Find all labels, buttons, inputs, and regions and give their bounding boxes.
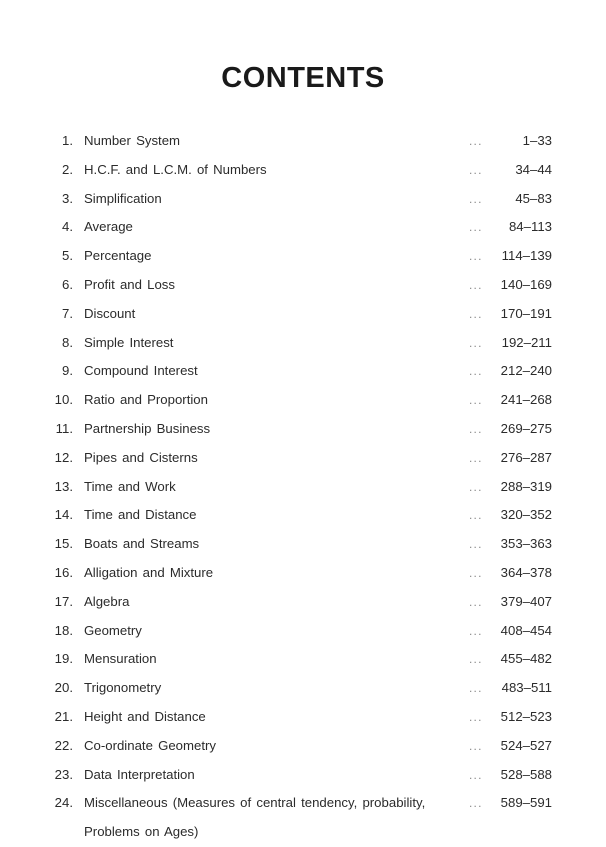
toc-entry[interactable] [0, 156, 606, 185]
toc-entry-number: 22. [54, 737, 73, 753]
toc-entry-pages: 589–591 [500, 795, 552, 811]
toc-entry-pages: 353–363 [500, 536, 552, 552]
toc-leader-dots: ... [469, 249, 483, 264]
toc-leader-dots: ... [469, 162, 483, 177]
toc-entry[interactable] [0, 242, 606, 271]
page-title: CONTENTS [221, 62, 385, 94]
toc-entry[interactable] [0, 789, 606, 818]
toc-entry-title: Percentage [84, 248, 152, 264]
toc-leader-dots: ... [469, 277, 483, 292]
toc-entry-title: Average [84, 219, 133, 235]
toc-entry-pages: 320–352 [500, 507, 552, 523]
toc-entry-pages: 1–33 [522, 133, 552, 148]
toc-entry-number: 12. [54, 449, 73, 465]
toc-entry-continuation-text: Problems on Ages) [84, 824, 199, 840]
toc-entry[interactable] [0, 732, 606, 761]
toc-leader-dots: ... [469, 508, 483, 523]
toc-leader-dots: ... [469, 191, 483, 206]
toc-leader-dots: ... [469, 134, 483, 148]
toc-entry-number: 5. [62, 248, 73, 264]
toc-entry-title: Compound Interest [84, 363, 198, 379]
toc-entry-number: 2. [62, 161, 73, 177]
toc-leader-dots: ... [469, 738, 483, 753]
toc-entry-title: Trigonometry [84, 680, 162, 696]
toc-entry-title: Mensuration [84, 651, 157, 667]
toc-entry-title: Simplification [84, 190, 162, 206]
toc-leader-dots: ... [469, 393, 483, 408]
toc-entry-number: 8. [62, 334, 73, 350]
toc-leader-dots: ... [469, 335, 483, 350]
toc-entry[interactable] [0, 501, 606, 530]
toc-entry[interactable] [0, 300, 606, 329]
toc-entry-pages: 276–287 [500, 449, 552, 465]
toc-entry[interactable] [0, 329, 606, 358]
toc-leader-dots: ... [469, 796, 483, 811]
toc-entry-number: 3. [62, 190, 73, 206]
toc-entry-title: Pipes and Cisterns [84, 449, 198, 465]
toc-entry-title: Data Interpretation [84, 766, 195, 782]
toc-entry-title: Number System [84, 133, 181, 148]
toc-entry-number: 19. [54, 651, 73, 667]
toc-leader-dots: ... [469, 594, 483, 609]
toc-entry-title: Partnership Business [84, 420, 211, 436]
toc-entry-pages: 34–44 [515, 161, 552, 177]
toc-entry-pages: 379–407 [500, 593, 552, 609]
toc-leader-dots: ... [469, 652, 483, 667]
toc-leader-dots: ... [469, 565, 483, 580]
toc-entry-number: 21. [54, 708, 73, 724]
toc-entry-number: 7. [62, 305, 73, 321]
toc-entry[interactable] [0, 530, 606, 559]
toc-entry-pages: 212–240 [500, 363, 552, 379]
toc-leader-dots: ... [469, 306, 483, 321]
toc-entry[interactable] [0, 588, 606, 617]
toc-entry-pages: 524–527 [500, 737, 552, 753]
toc-entry-title: Ratio and Proportion [84, 392, 208, 408]
toc-entry[interactable] [0, 444, 606, 473]
toc-entry-number: 24. [54, 795, 73, 811]
toc-entry[interactable] [0, 271, 606, 300]
toc-entry-title: Time and Work [84, 478, 176, 494]
toc-entry-title: Time and Distance [84, 507, 197, 523]
toc-leader-dots: ... [469, 537, 483, 552]
toc-entry-title: Co-ordinate Geometry [84, 737, 216, 753]
toc-entry-number: 17. [54, 593, 73, 609]
toc-entry[interactable] [0, 473, 606, 502]
toc-entry-title: Miscellaneous (Measures of central tendency, probability, [84, 795, 426, 811]
toc-entry[interactable] [0, 415, 606, 444]
toc-entry-title: Boats and Streams [84, 536, 200, 552]
toc-entry-number: 14. [54, 507, 73, 523]
toc-entry-continuation [0, 818, 606, 847]
toc-entry-number: 15. [54, 536, 73, 552]
toc-entry-title: Simple Interest [84, 334, 174, 350]
toc-entry-title: H.C.F. and L.C.M. of Numbers [84, 161, 267, 177]
toc-entry[interactable] [0, 645, 606, 674]
toc-entry-pages: 45–83 [515, 190, 552, 206]
toc-entry-pages: 483–511 [501, 680, 552, 696]
toc-entry-pages: 288–319 [500, 478, 552, 494]
toc-entry[interactable] [0, 213, 606, 242]
toc-entry-pages: 269–275 [500, 420, 552, 436]
toc-entry-pages: 192–211 [501, 334, 552, 350]
toc-entry[interactable] [0, 761, 606, 790]
toc-entry-pages: 455–482 [500, 651, 552, 667]
toc-entry-number: 9. [62, 363, 73, 379]
toc-entry-number: 13. [54, 478, 73, 494]
toc-entry-pages: 528–588 [500, 766, 552, 782]
toc-leader-dots: ... [469, 450, 483, 465]
toc-entry[interactable] [0, 357, 606, 386]
toc-entry[interactable] [0, 703, 606, 732]
toc-entry-pages: 241–268 [500, 392, 552, 408]
toc-entry-pages: 364–378 [500, 564, 552, 580]
toc-entry-number: 10. [54, 392, 73, 408]
toc-leader-dots: ... [469, 220, 483, 235]
toc-entry-number: 18. [54, 622, 73, 638]
toc-entry-number: 6. [62, 276, 73, 292]
toc-entry-number: 16. [54, 564, 73, 580]
toc-leader-dots: ... [469, 479, 483, 494]
toc-entry-pages: 512–523 [500, 708, 552, 724]
toc-entry-number: 4. [62, 219, 73, 235]
toc-entry-title: Alligation and Mixture [84, 564, 214, 580]
toc-entry-number: 23. [54, 766, 73, 782]
toc-entry[interactable] [0, 127, 606, 156]
toc-entry-number: 11. [55, 420, 73, 436]
toc-entry-title: Geometry [84, 622, 142, 638]
toc-entry-pages: 170–191 [500, 305, 552, 321]
toc-leader-dots: ... [469, 623, 483, 638]
toc-leader-dots: ... [469, 421, 483, 436]
toc-entry[interactable] [0, 185, 606, 214]
toc-entry[interactable] [0, 559, 606, 588]
toc-entry-title: Discount [84, 305, 136, 321]
toc-leader-dots: ... [469, 364, 483, 379]
toc-entry-title: Height and Distance [84, 708, 206, 724]
toc-entry-pages: 114–139 [501, 248, 552, 264]
toc-entry-pages: 84–113 [508, 219, 552, 235]
table-of-contents [0, 127, 606, 847]
toc-leader-dots: ... [469, 681, 483, 696]
toc-entry-number: 20. [54, 680, 73, 696]
toc-entry[interactable] [0, 617, 606, 646]
toc-entry-title: Profit and Loss [84, 276, 175, 292]
toc-entry-title: Algebra [84, 593, 130, 609]
toc-leader-dots: ... [469, 709, 483, 724]
toc-entry-pages: 140–169 [500, 276, 552, 292]
toc-entry-pages: 408–454 [500, 622, 552, 638]
toc-entry[interactable] [0, 386, 606, 415]
toc-leader-dots: ... [469, 767, 483, 782]
toc-entry-number: 1. [62, 133, 73, 148]
toc-entry[interactable] [0, 674, 606, 703]
